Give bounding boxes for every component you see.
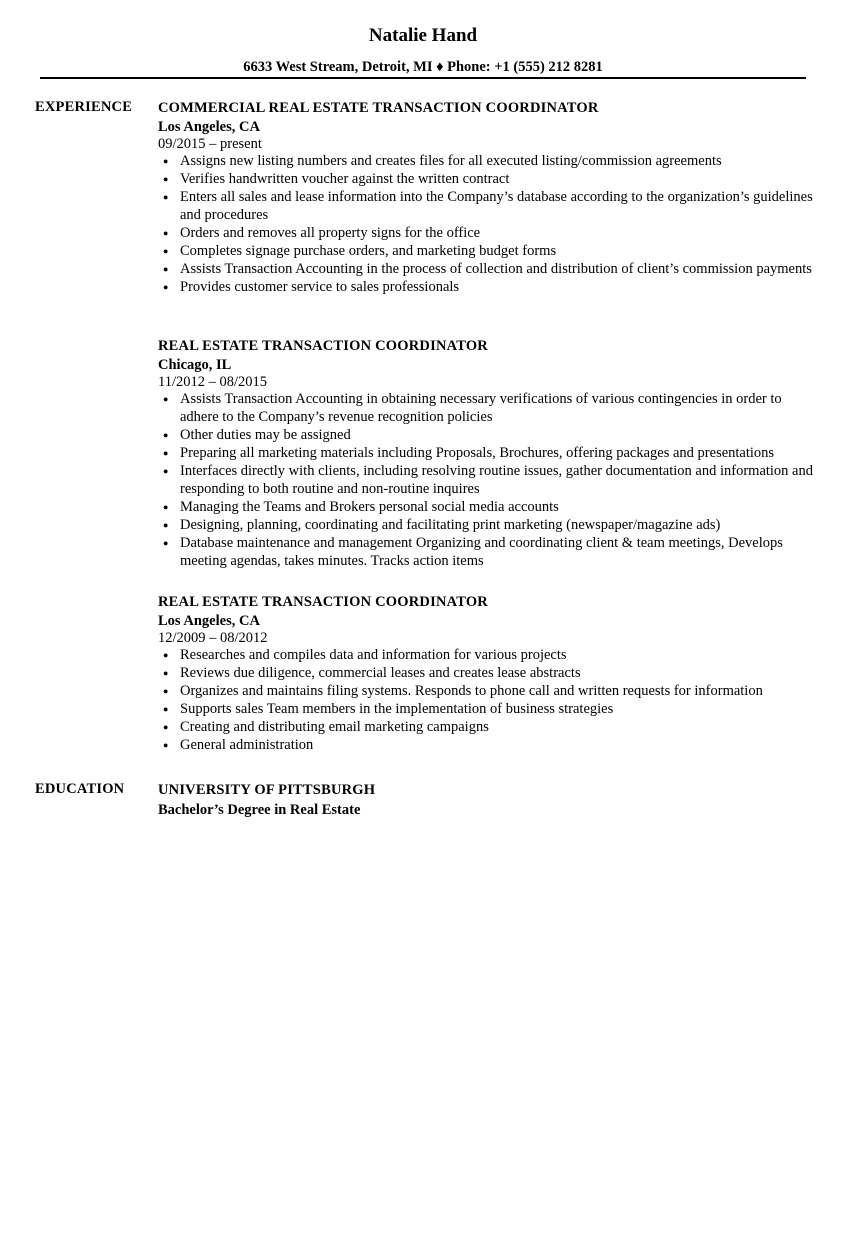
job-dates: 09/2015 – present	[158, 136, 262, 152]
list-item: ● Interfaces directly with clients, including resolving routine issues, gather documentation and information and responding to both routine and non-routine inquires	[163, 463, 813, 497]
bullet-icon: ●	[163, 174, 169, 184]
bullet-icon: ●	[163, 538, 169, 548]
list-item: ● Supports sales Team members in the implementation of business strategies	[163, 701, 614, 717]
list-item: ● Provides customer service to sales professionals	[163, 279, 460, 295]
list-item: ● Organizes and maintains filing systems. Responds to phone call and written requests for information	[163, 683, 763, 699]
bullet-icon: ●	[163, 686, 169, 696]
bullet-icon: ●	[163, 448, 169, 458]
job-duties-list	[158, 152, 818, 296]
bullet-icon: ●	[163, 430, 169, 440]
job-location: Los Angeles, CA	[158, 613, 260, 629]
list-item: ● Designing, planning, coordinating and facilitating print marketing (newspaper/magazine ads)	[163, 517, 721, 533]
bullet-icon: ●	[163, 502, 169, 512]
list-item: ● Database maintenance and management Organizing and coordinating client & team meetings, Develops meeting agendas, takes minutes. Tracks action items	[163, 535, 783, 569]
bullet-icon: ●	[163, 246, 169, 256]
list-item: ● Assists Transaction Accounting in obtaining necessary verifications of various contingencies in order to adhere to the Company’s revenue recognition policies	[163, 391, 782, 425]
job-dates: 12/2009 – 08/2012	[158, 630, 268, 646]
list-item: ● Completes signage purchase orders, and marketing budget forms	[163, 243, 557, 259]
experience-label: EXPERIENCE	[35, 99, 133, 115]
job-location: Chicago, IL	[158, 357, 232, 373]
job-entry	[158, 99, 818, 296]
list-item: ● Other duties may be assigned	[163, 427, 351, 443]
list-item: ● Enters all sales and lease information into the Company’s database according to the organization’s guidelines and procedures	[163, 189, 813, 223]
education-label: EDUCATION	[35, 781, 125, 797]
bullet-icon: ●	[163, 520, 169, 530]
list-item: ● Assigns new listing numbers and creates files for all executed listing/commission agreements	[163, 153, 722, 169]
header-divider	[40, 77, 806, 79]
job-duties-list	[158, 390, 818, 570]
list-item: ● Verifies handwritten voucher against the written contract	[163, 171, 510, 187]
bullet-icon: ●	[163, 264, 169, 274]
job-title: REAL ESTATE TRANSACTION COORDINATOR	[158, 594, 488, 610]
bullet-icon: ●	[163, 722, 169, 732]
list-item: ● Reviews due diligence, commercial leases and creates lease abstracts	[163, 665, 581, 681]
list-item: ● Preparing all marketing materials including Proposals, Brochures, offering packages and presentations	[163, 445, 775, 461]
contact-line: 6633 West Stream, Detroit, MI ♦ Phone: +1 (555) 212 8281	[243, 59, 603, 75]
list-item: ● Orders and removes all property signs for the office	[163, 225, 481, 241]
bullet-icon: ●	[163, 704, 169, 714]
job-dates: 11/2012 – 08/2015	[158, 374, 268, 390]
bullet-icon: ●	[163, 192, 169, 202]
list-item: ● General administration	[163, 737, 314, 753]
bullet-icon: ●	[163, 228, 169, 238]
bullet-icon: ●	[163, 668, 169, 678]
list-item: ● Managing the Teams and Brokers personal social media accounts	[163, 499, 559, 515]
bullet-icon: ●	[163, 650, 169, 660]
list-item: ● Researches and compiles data and information for various projects	[163, 647, 567, 663]
education-entry	[158, 781, 818, 819]
job-entry	[158, 337, 818, 570]
list-item: ● Assists Transaction Accounting in the process of collection and distribution of client’s commission payments	[163, 261, 812, 277]
school-name: UNIVERSITY OF PITTSBURGH	[158, 782, 376, 798]
list-item: ● Creating and distributing email marketing campaigns	[163, 719, 489, 735]
job-title: REAL ESTATE TRANSACTION COORDINATOR	[158, 338, 488, 354]
job-entry	[158, 593, 818, 754]
degree-name: Bachelor’s Degree in Real Estate	[158, 802, 361, 818]
job-title: COMMERCIAL REAL ESTATE TRANSACTION COORDINATOR	[158, 100, 599, 116]
bullet-icon: ●	[163, 156, 169, 166]
bullet-icon: ●	[163, 740, 169, 750]
bullet-icon: ●	[163, 466, 169, 476]
job-location: Los Angeles, CA	[158, 119, 260, 135]
bullet-icon: ●	[163, 394, 169, 404]
resume-name: Natalie Hand	[368, 25, 478, 46]
job-duties-list	[158, 646, 818, 754]
bullet-icon: ●	[163, 282, 169, 292]
